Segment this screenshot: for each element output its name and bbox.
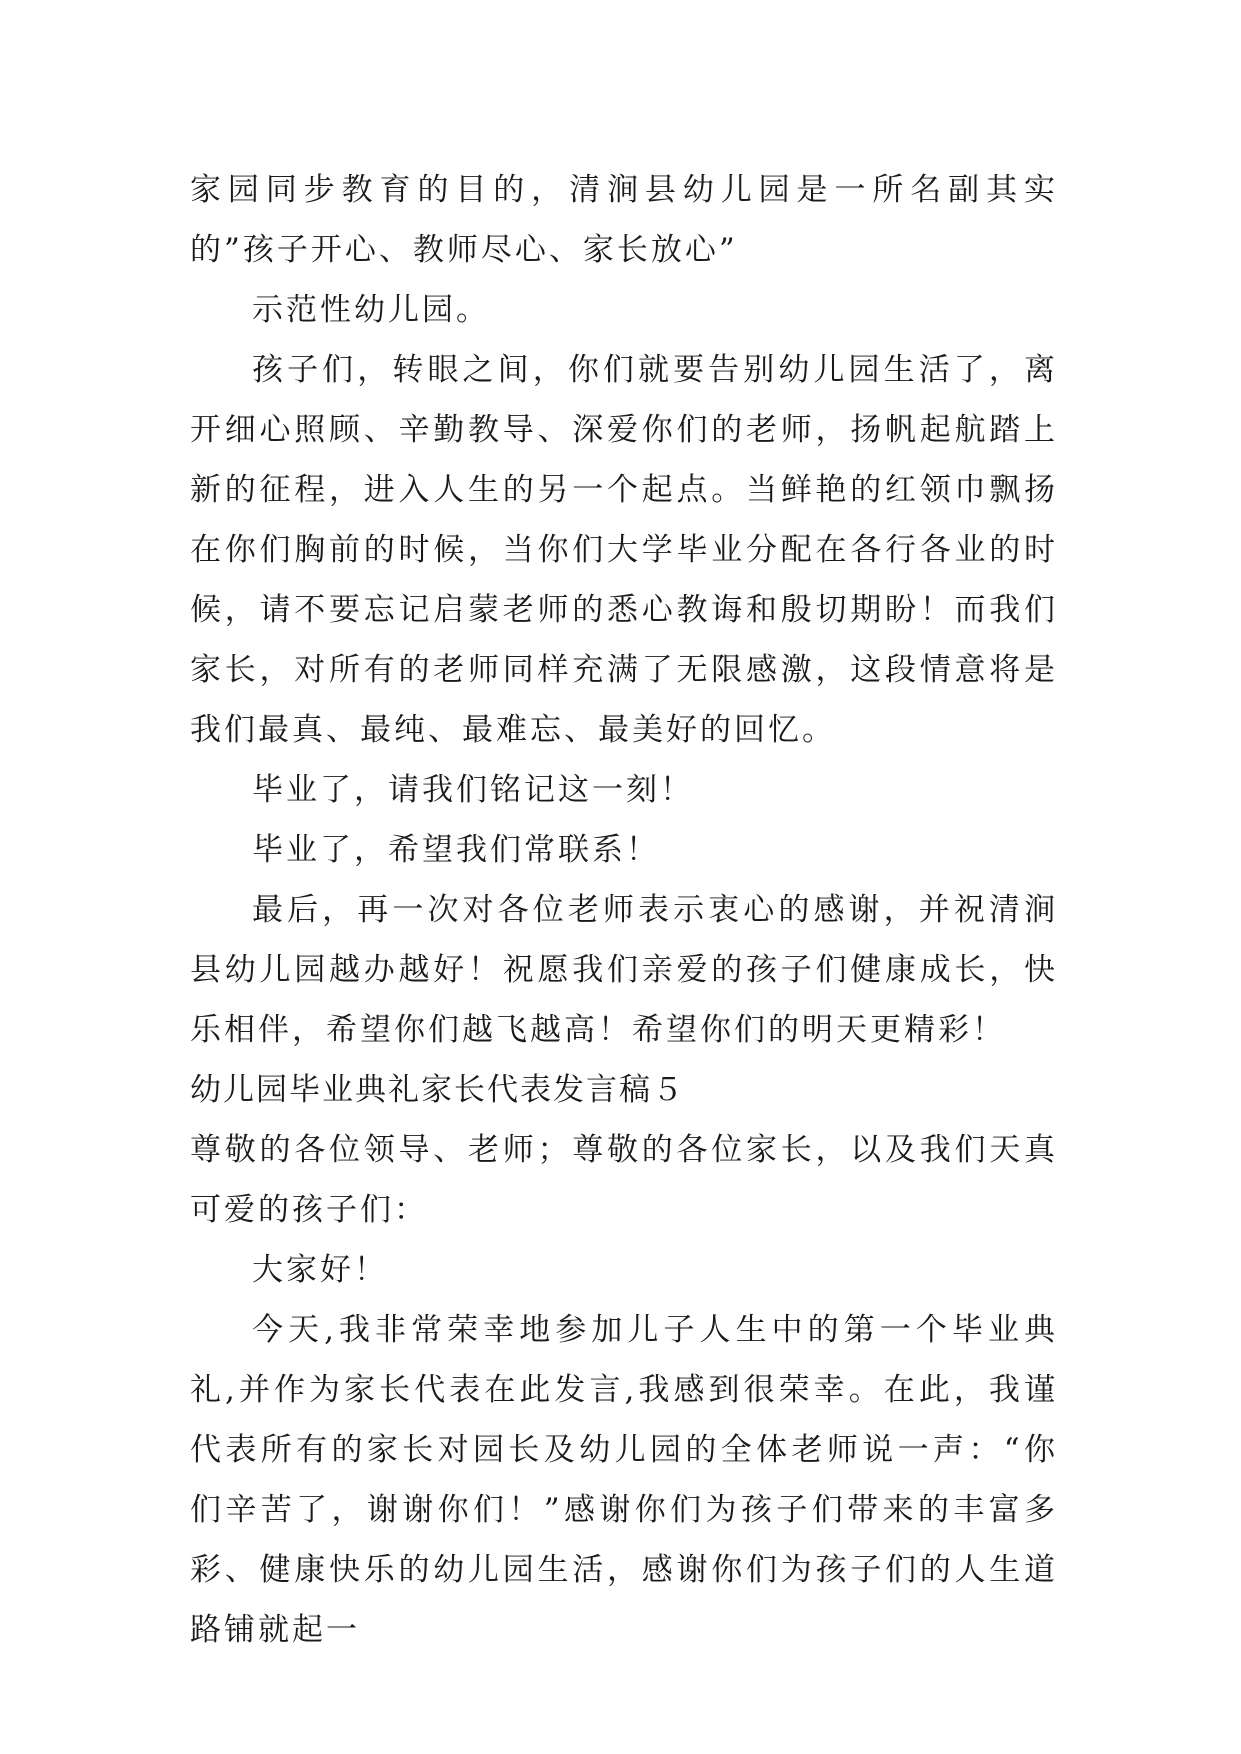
paragraph: 毕业了，希望我们常联系！ — [252, 832, 660, 868]
document-body — [190, 160, 1058, 1660]
section-heading: 幼儿园毕业典礼家长代表发言稿５ — [190, 1072, 685, 1108]
paragraph: 大家好！ — [252, 1252, 388, 1288]
paragraph: 今天,我非常荣幸地参加儿子人生中的第一个毕业典礼,并作为家长代表在此发言,我感到很荣幸。在此，我谨代表所有的家长对园长及幼儿园的全体老师说一声：“你们辛苦了，谢谢你们！”感谢你们为孩子们带来的丰富多彩、健康快乐的幼儿园生活，感谢你们为孩子们的人生道路铺就起一 — [190, 1312, 1058, 1648]
paragraph: 家园同步教育的目的，清涧县幼儿园是一所名副其实的”孩子开心、教师尽心、家长放心” — [190, 172, 1058, 268]
paragraph: 毕业了，请我们铭记这一刻！ — [252, 772, 694, 808]
paragraph: 最后，再一次对各位老师表示衷心的感谢，并祝清涧县幼儿园越办越好！祝愿我们亲爱的孩子们健康成长，快乐相伴，希望你们越飞越高！希望你们的明天更精彩！ — [190, 892, 1058, 1048]
paragraph: 孩子们，转眼之间，你们就要告别幼儿园生活了，离开细心照顾、辛勤教导、深爱你们的老师，扬帆起航踏上新的征程，进入人生的另一个起点。当鲜艳的红领巾飘扬在你们胸前的时候，当你们大学毕业分配在各行各业的时候，请不要忘记启蒙老师的悉心教诲和殷切期盼！而我们家长，对所有的老师同样充满了无限感激，这段情意将是我们最真、最纯、最难忘、最美好的回忆。 — [190, 352, 1058, 748]
paragraph: 尊敬的各位领导、老师；尊敬的各位家长，以及我们天真可爱的孩子们： — [190, 1132, 1058, 1228]
paragraph: 示范性幼儿园。 — [252, 292, 490, 328]
